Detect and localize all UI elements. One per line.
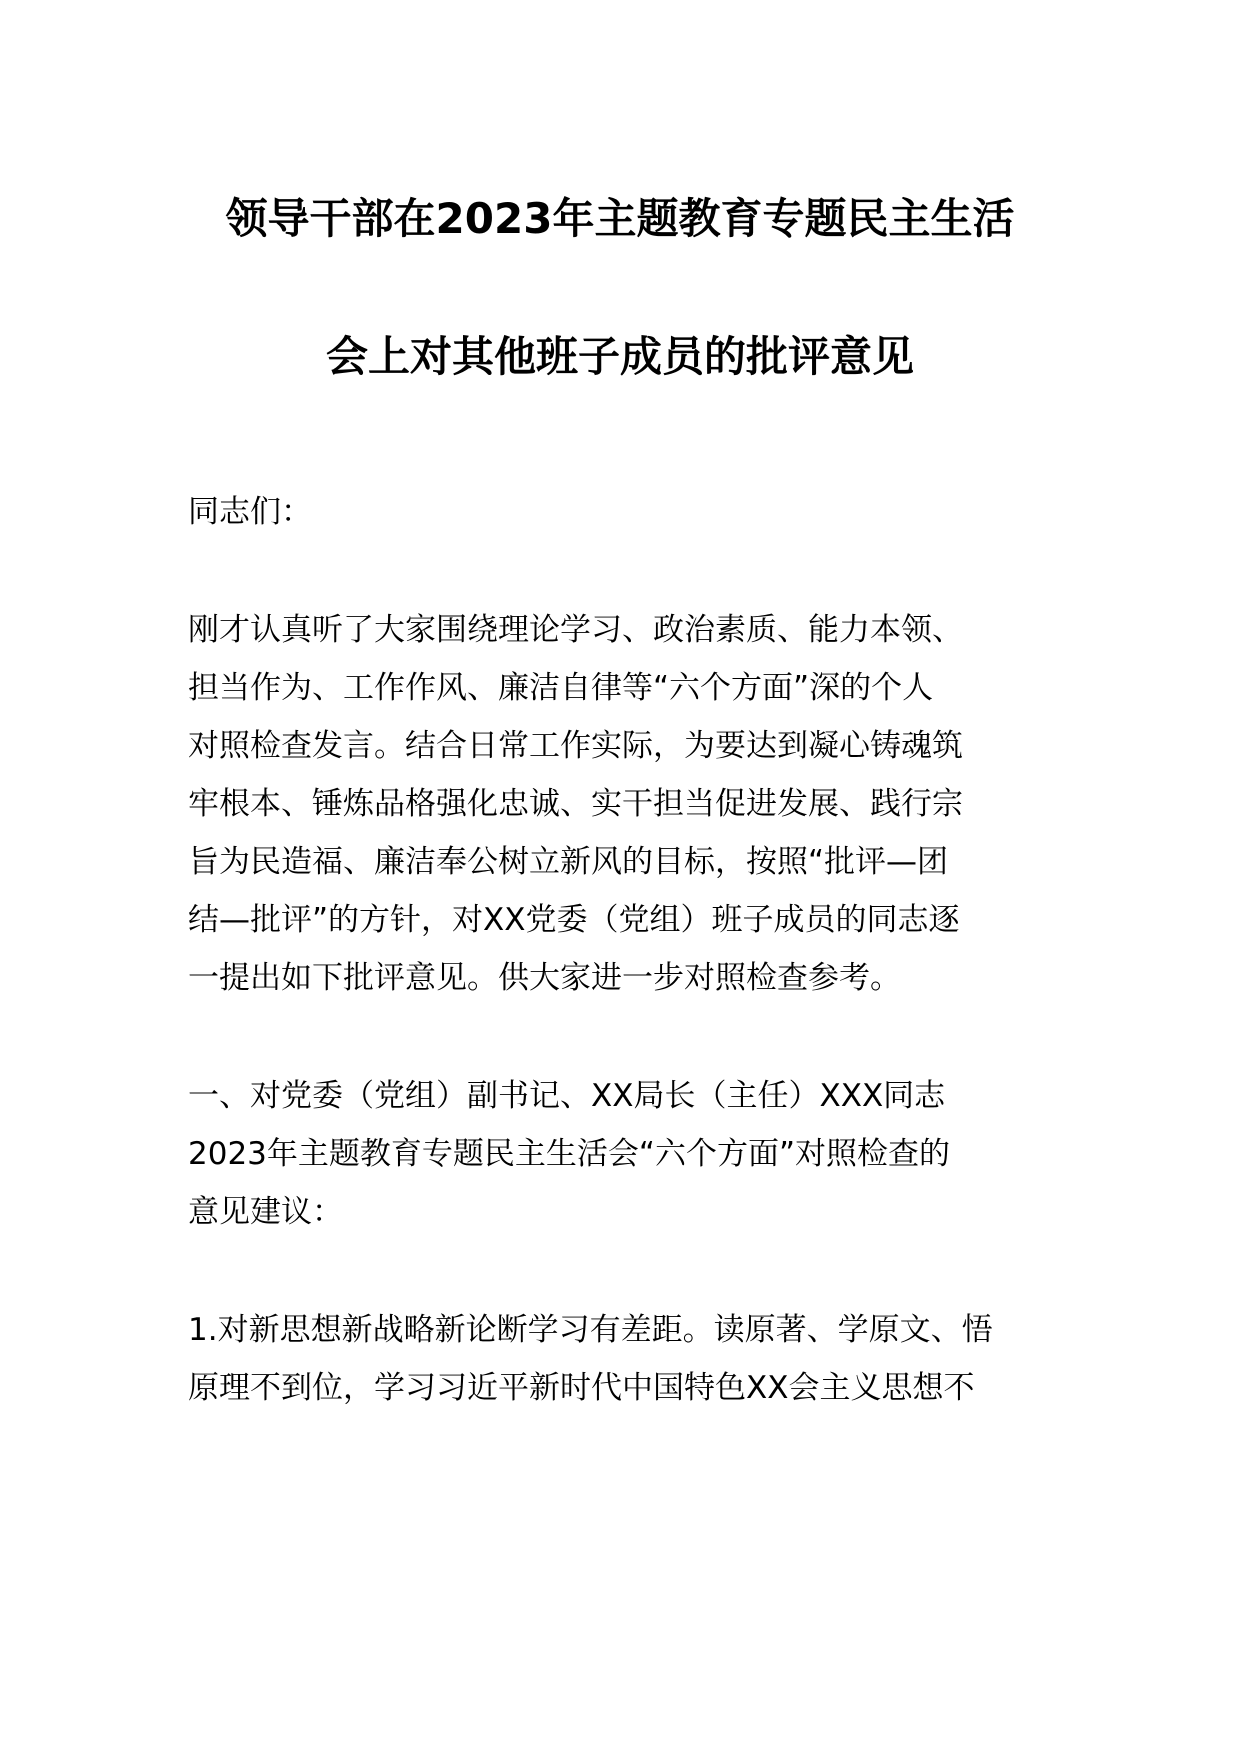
document-title-line-1: 领导干部在2023年主题教育专题民主生活 <box>225 194 1015 243</box>
intro-line-1: 刚才认真听了大家围绕理论学习、政治素质、能力本领、 <box>188 612 963 648</box>
intro-line-7: 一提出如下批评意见。供大家进一步对照检查参考。 <box>188 960 901 996</box>
intro-line-6: 结—批评”的方针，对XX党委（党组）班子成员的同志逐 <box>188 902 960 938</box>
salutation: 同志们： <box>188 494 312 530</box>
section1-heading-line-2: 2023年主题教育专题民主生活会“六个方面”对照检查的 <box>188 1136 951 1172</box>
intro-line-3: 对照检查发言。结合日常工作实际，为要达到凝心铸魂筑 <box>188 728 963 764</box>
section1-heading-line-1: 一、对党委（党组）副书记、XX局长（主任）XXX同志 <box>188 1078 946 1114</box>
intro-line-5: 旨为民造福、廉洁奉公树立新风的目标，按照“批评—团 <box>188 844 949 880</box>
intro-line-4: 牢根本、锤炼品格强化忠诚、实干担当促进发展、践行宗 <box>188 786 963 822</box>
item1-line-1: 1.对新思想新战略新论断学习有差距。读原著、学原文、悟 <box>188 1312 993 1348</box>
item1-line-2: 原理不到位，学习习近平新时代中国特色XX会主义思想不 <box>188 1370 975 1406</box>
document-title-line-2: 会上对其他班子成员的批评意见 <box>325 332 914 381</box>
section1-heading-line-3: 意见建议： <box>188 1194 343 1230</box>
intro-line-2: 担当作为、工作作风、廉洁自律等“六个方面”深的个人 <box>188 670 934 706</box>
